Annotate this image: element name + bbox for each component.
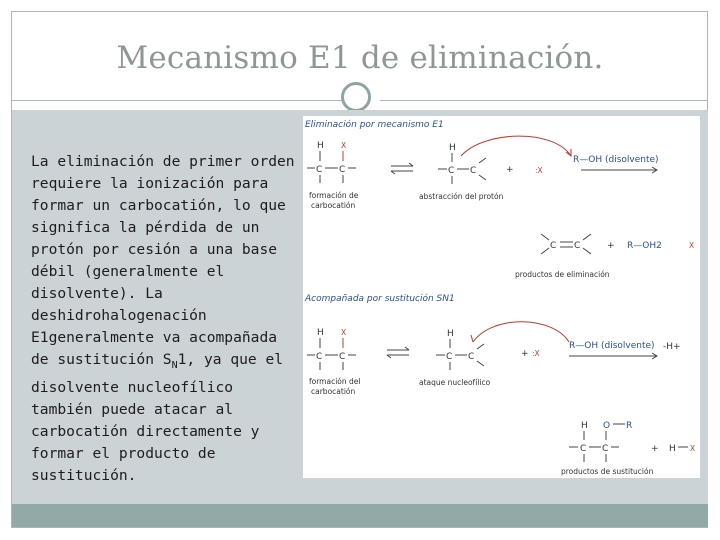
- leaving-group-2: :X: [532, 349, 540, 358]
- atom-c9: C: [446, 352, 453, 362]
- product-h: H: [669, 444, 676, 454]
- atom-c7: C: [316, 352, 323, 362]
- plus-sign-3: +: [521, 349, 529, 359]
- atom-x: X: [341, 141, 347, 150]
- label-nucleophilic: ataque nucleofílico: [419, 378, 491, 387]
- atom-r: R: [626, 421, 633, 431]
- solvent-label-1: R—OH (disolvente): [573, 155, 659, 165]
- equilibrium-arrow: [391, 163, 413, 174]
- atom-c8: C: [339, 352, 346, 362]
- carbocation-molecule: [438, 136, 571, 184]
- mechanism-figure: [303, 116, 700, 478]
- atom-h-4: H: [447, 329, 454, 339]
- body-text-main: La eliminación de primer orden requiere la ionización para formar un carbocatión, lo que significa la pérdida de un protón por cesión a una base débil (generalmente el disolvente). La deshidrohalogenación E1generalmente va acompañada de sustitución S: [31, 153, 295, 368]
- atom-h-2: H: [449, 143, 456, 153]
- atom-c3: C: [448, 166, 455, 176]
- atom-c6: C: [574, 241, 581, 251]
- atom-c5: C: [550, 241, 557, 251]
- substitution-product: [569, 421, 632, 462]
- counter-ion-x: X: [689, 241, 695, 250]
- label-abstraction: abstracción del protón: [419, 192, 504, 201]
- atom-h: H: [317, 141, 324, 151]
- atom-x-2: X: [341, 328, 347, 337]
- atom-c12: C: [602, 444, 609, 454]
- reactant-molecule: [307, 141, 356, 183]
- footer-band: [12, 504, 708, 527]
- solvent-label-2: R—OH (disolvente): [569, 341, 655, 351]
- atom-h-5: H: [581, 421, 588, 431]
- label-subst-products: productos de sustitución: [561, 467, 654, 476]
- title-rule-left: [12, 100, 342, 101]
- atom-c1: C: [316, 165, 323, 175]
- section-title-e1: Eliminación por mecanismo E1: [305, 120, 444, 130]
- atom-c11: C: [580, 444, 587, 454]
- leaving-group-1: :X: [535, 166, 543, 175]
- atom-c10: C: [468, 352, 475, 362]
- plus-sign-4: +: [651, 444, 659, 454]
- body-paragraph: [31, 151, 296, 487]
- label-elim-products: productos de eliminación: [515, 270, 610, 279]
- atom-c4: C: [470, 166, 477, 176]
- section-title-sn1: Acompañada por sustitución SN1: [305, 294, 455, 304]
- protonated-solvent: R—OH2: [627, 241, 662, 251]
- plus-sign-1: +: [506, 165, 514, 175]
- atom-o: O: [603, 421, 611, 431]
- carbocation-molecule-2: [436, 322, 569, 370]
- label-formation-4: carbocatión: [311, 387, 356, 396]
- label-formation-1: formación de: [309, 191, 359, 200]
- body-text-tail: 1, ya que el disolvente nucleofílico también puede atacar al carbocatión directamente y formar el producto de sustitución.: [31, 351, 284, 484]
- equilibrium-arrow-2: [387, 347, 409, 358]
- atom-c2: C: [339, 165, 346, 175]
- product-x: X: [690, 444, 696, 453]
- proton-loss-label: -H+: [663, 342, 681, 352]
- alkene-product: [541, 234, 591, 254]
- body-text-subscript: N: [171, 359, 178, 371]
- reactant-molecule-2: [307, 328, 356, 370]
- title-rule-right: [380, 100, 707, 101]
- mechanism-diagram: [303, 116, 700, 478]
- label-formation-2: carbocatión: [311, 201, 356, 210]
- slide-title: Mecanismo E1 de eliminación.: [116, 40, 604, 76]
- plus-sign-2: +: [607, 241, 615, 251]
- atom-h-3: H: [317, 328, 324, 338]
- ring-ornament: [341, 82, 371, 112]
- label-formation-3: formación del: [309, 377, 361, 386]
